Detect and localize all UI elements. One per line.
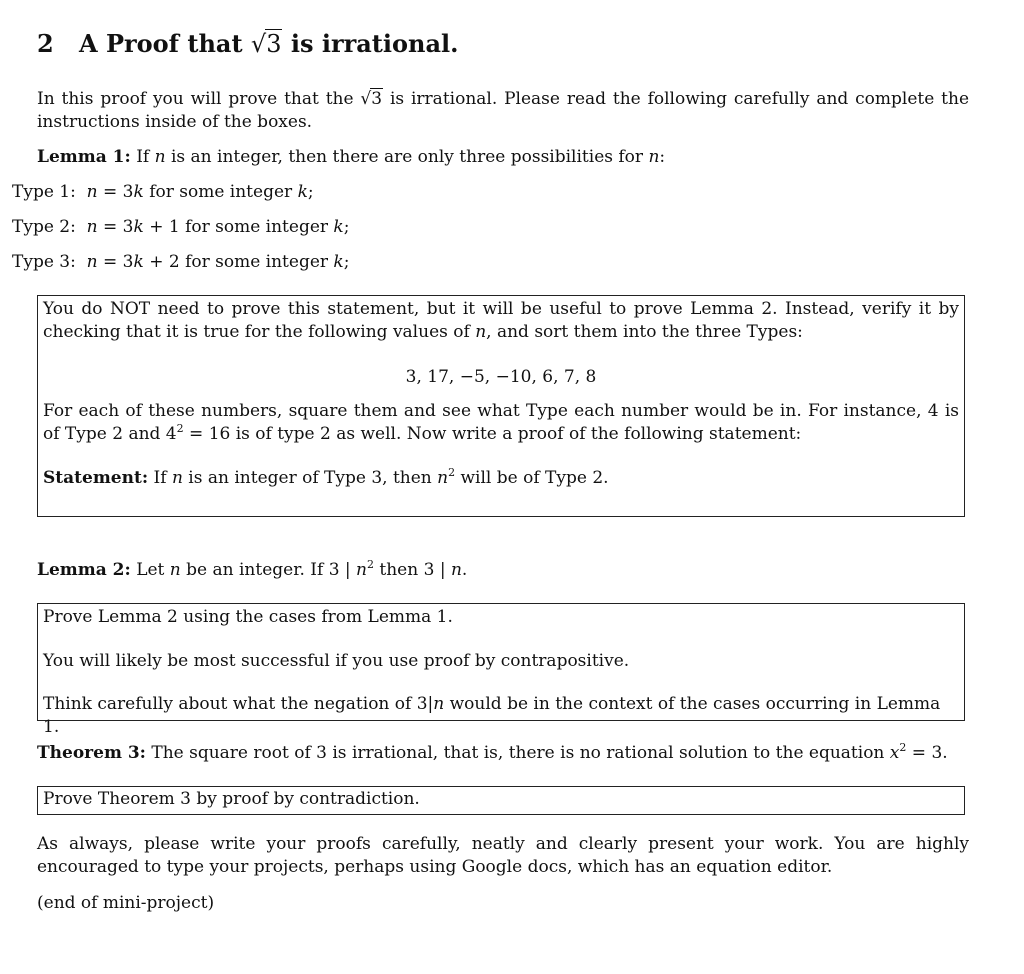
box-1-paragraph-1	[43, 298, 959, 344]
lemma-1-colon: :	[659, 147, 666, 167]
semicolon: ;	[343, 217, 350, 237]
box-1-text: , and sort them into the three Types:	[486, 322, 803, 342]
variable-k: k	[133, 217, 144, 237]
lemma-2-text: be an integer. If 3 |	[186, 560, 351, 580]
box-1-paragraph-2	[43, 400, 959, 446]
box-1-text: = 16 is of type 2 as well. Now write a proof of the following statement:	[183, 424, 802, 444]
lemma-2-text: then 3 |	[379, 560, 446, 580]
lemma-1	[37, 146, 969, 169]
sqrt-symbol: √	[250, 30, 267, 58]
sqrt-radicand: 3	[371, 89, 383, 109]
statement-text: is an integer of Type 3, then	[188, 468, 432, 488]
variable-k: k	[133, 182, 144, 202]
intro-text-1: In this proof you will prove that the	[37, 89, 354, 109]
type-label: Type 3:	[12, 252, 76, 272]
type-text: + 1 for some integer	[143, 217, 334, 237]
superscript: 2	[899, 741, 907, 754]
section-title-prefix: A Proof that	[79, 29, 243, 58]
closing-paragraph: As always, please write your proofs carefully, neatly and clearly present your work. You are highly encouraged to type your projects, perhaps using Google docs, which has an equation editor.	[37, 834, 969, 877]
box-3-line-1: Prove Theorem 3 by proof by contradiction.	[43, 789, 420, 809]
period: .	[461, 560, 468, 580]
instruction-box-lemma-1	[37, 295, 965, 517]
variable-n: n	[475, 322, 487, 342]
type-label: Type 2:	[12, 217, 76, 237]
equals-text: = 3	[97, 252, 134, 272]
variable-n: n	[154, 147, 166, 167]
variable-n: n	[171, 468, 183, 488]
box-2-text: would be in the context of the cases occurring in Lemma 1.	[43, 694, 941, 737]
variable-n: n	[169, 560, 181, 580]
box-2-line-1: Prove Lemma 2 using the cases from Lemma 1.	[43, 607, 453, 627]
instruction-box-lemma-2	[37, 603, 965, 737]
variable-x: x	[889, 743, 900, 763]
theorem-3-label: Theorem 3:	[37, 743, 146, 763]
variable-n: n	[648, 147, 660, 167]
equals-text: = 3	[97, 217, 134, 237]
variable-n: n	[86, 252, 98, 272]
equals-text: = 3	[97, 182, 134, 202]
section-number: 2	[37, 29, 54, 58]
variable-n: n	[356, 560, 367, 580]
sqrt-three-expression	[251, 28, 283, 60]
lemma-1-text: If	[136, 147, 150, 167]
sqrt-radicand: 3	[266, 30, 282, 58]
statement-line	[43, 467, 959, 490]
lemma-2-text: Let	[136, 560, 165, 580]
variable-n: n	[433, 694, 445, 714]
theorem-3-text: = 3.	[906, 743, 948, 763]
instruction-box-theorem-3	[37, 786, 965, 815]
lemma-2-label: Lemma 2:	[37, 560, 131, 580]
section-heading	[37, 28, 458, 60]
intro-paragraph	[37, 88, 969, 134]
type-3-line	[12, 251, 349, 274]
theorem-3	[37, 742, 969, 765]
variable-k: k	[297, 182, 308, 202]
box-1-text: For each of these numbers, square them and see what Type each number would be in. For instance, 4 is of Type 2 and 4	[43, 401, 959, 444]
type-2-line	[12, 216, 349, 239]
sqrt-symbol: √	[360, 89, 372, 109]
intro-text-2: is irrational. Please read the following carefully and complete the instructions inside of the boxes.	[37, 89, 970, 132]
semicolon: ;	[307, 182, 314, 202]
type-text: for some integer	[143, 182, 298, 202]
variable-k: k	[133, 252, 144, 272]
superscript: 2	[176, 422, 184, 435]
lemma-1-label: Lemma 1:	[37, 147, 131, 167]
theorem-3-text: The square root of 3 is irrational, that is, there is no rational solution to the equation	[151, 743, 885, 763]
statement-label: Statement:	[43, 468, 149, 488]
type-text: + 2 for some integer	[143, 252, 334, 272]
type-label: Type 1:	[12, 182, 76, 202]
box-2-text: Think carefully about what the negation of 3|	[43, 694, 434, 714]
superscript: 2	[448, 466, 456, 479]
variable-k: k	[333, 217, 344, 237]
statement-text: If	[153, 468, 167, 488]
variable-n: n	[86, 217, 98, 237]
values-list: 3, 17, −5, −10, 6, 7, 8	[405, 367, 597, 387]
semicolon: ;	[343, 252, 350, 272]
variable-k: k	[333, 252, 344, 272]
sqrt-three-inline	[360, 88, 383, 111]
section-title-suffix: is irrational.	[290, 29, 459, 58]
lemma-1-text: is an integer, then there are only three possibilities for	[170, 147, 644, 167]
variable-n: n	[437, 468, 449, 488]
superscript: 2	[367, 558, 374, 571]
type-1-line	[12, 181, 314, 204]
box-2-line-2: You will likely be most successful if you use proof by contrapositive.	[43, 651, 630, 671]
lemma-2	[37, 559, 969, 582]
statement-text: will be of Type 2.	[460, 468, 609, 488]
box-2-line-3	[43, 693, 959, 739]
box-1-text: You do NOT need to prove this statement, but it will be useful to prove Lemma 2. Instead, verify it by checking that it is true for the following values of	[43, 299, 959, 342]
end-note: (end of mini-project)	[37, 893, 215, 913]
variable-n: n	[86, 182, 98, 202]
variable-n: n	[450, 560, 462, 580]
